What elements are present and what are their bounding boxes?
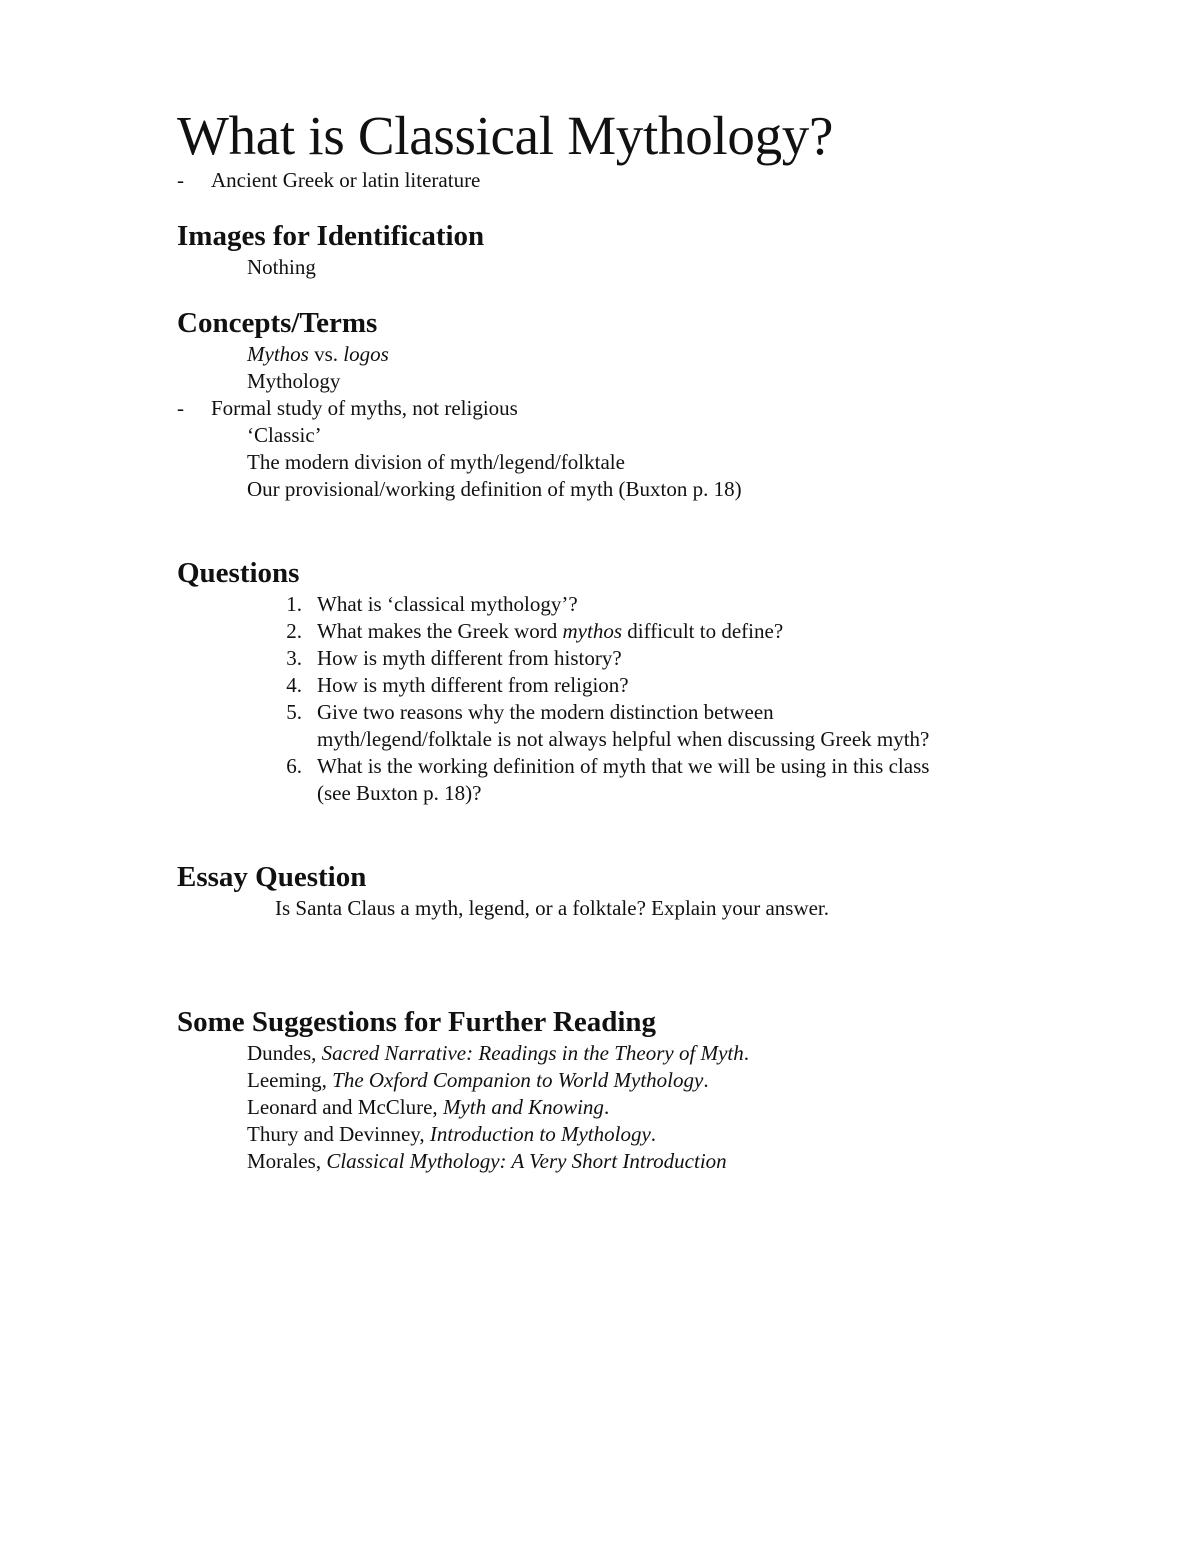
question-text: What is ‘classical mythology’? bbox=[317, 592, 578, 616]
question-text: How is myth different from history? bbox=[317, 646, 622, 670]
reading-author: Leeming, bbox=[247, 1068, 333, 1092]
reading-end: . bbox=[743, 1041, 749, 1065]
reading-end: . bbox=[703, 1068, 709, 1092]
concepts-heading: Concepts/Terms bbox=[177, 307, 378, 339]
question-text-post: difficult to define? bbox=[622, 619, 784, 643]
images-item: Nothing bbox=[247, 255, 316, 279]
question-number: 6. bbox=[286, 754, 302, 778]
question-text-line2: (see Buxton p. 18)? bbox=[317, 781, 482, 805]
concept-definition: Our provisional/working definition of myth (Buxton p. 18) bbox=[247, 477, 742, 501]
question-text: How is myth different from religion? bbox=[317, 673, 629, 697]
question-number: 5. bbox=[286, 700, 302, 724]
question-number: 3. bbox=[286, 646, 302, 670]
concept-division: The modern division of myth/legend/folktale bbox=[247, 450, 625, 474]
reading-author: Thury and Devinney, bbox=[247, 1122, 430, 1146]
reading-item bbox=[247, 1094, 609, 1121]
essay-text: Is Santa Claus a myth, legend, or a folktale? Explain your answer. bbox=[275, 896, 830, 920]
question-number: 4. bbox=[286, 673, 302, 697]
reading-title: Myth and Knowing bbox=[442, 1095, 604, 1119]
reading-item bbox=[247, 1067, 709, 1094]
reading-title: The Oxford Companion to World Mythology bbox=[332, 1068, 704, 1092]
question-text bbox=[317, 618, 783, 645]
intro-bullet-marker: - bbox=[177, 168, 184, 192]
reading-end: . bbox=[650, 1122, 657, 1146]
concept-bullet-marker: - bbox=[177, 396, 184, 420]
reading-heading: Some Suggestions for Further Reading bbox=[177, 1006, 657, 1038]
question-text-em: mythos bbox=[562, 619, 622, 643]
questions-heading: Questions bbox=[177, 557, 300, 589]
concept-mythology: Mythology bbox=[247, 369, 341, 393]
reading-title: Introduction to Mythology bbox=[429, 1122, 651, 1146]
concept-mythos-logos bbox=[247, 341, 389, 368]
intro-bullet-text: Ancient Greek or latin literature bbox=[211, 168, 481, 192]
reading-end: . bbox=[603, 1095, 610, 1119]
question-number: 2. bbox=[286, 619, 302, 643]
essay-heading: Essay Question bbox=[177, 861, 367, 893]
reading-author: Dundes, bbox=[247, 1041, 322, 1065]
images-heading: Images for Identification bbox=[177, 220, 485, 252]
reading-item bbox=[247, 1148, 727, 1175]
reading-author: Morales, bbox=[247, 1149, 327, 1173]
reading-title: Classical Mythology: A Very Short Introduction bbox=[326, 1149, 727, 1173]
question-text-line1: Give two reasons why the modern distinction between bbox=[317, 700, 774, 724]
question-text-line2: myth/legend/folktale is not always helpful when discussing Greek myth? bbox=[317, 727, 930, 751]
term-logos: logos bbox=[343, 342, 389, 366]
reading-item bbox=[247, 1040, 749, 1067]
question-text-line1: What is the working definition of myth that we will be using in this class bbox=[317, 754, 930, 778]
question-number: 1. bbox=[286, 592, 302, 616]
reading-item bbox=[247, 1121, 656, 1148]
term-mythos: Mythos bbox=[247, 342, 309, 366]
reading-title: Sacred Narrative: Readings in the Theory of Myth bbox=[321, 1041, 744, 1065]
document-title: What is Classical Mythology? bbox=[177, 105, 834, 166]
term-vs: vs. bbox=[308, 342, 344, 366]
reading-author: Leonard and McClure, bbox=[247, 1095, 443, 1119]
question-text-pre: What makes the Greek word bbox=[317, 619, 563, 643]
concept-bullet-text: Formal study of myths, not religious bbox=[211, 396, 518, 420]
concept-classic: ‘Classic’ bbox=[247, 423, 322, 447]
